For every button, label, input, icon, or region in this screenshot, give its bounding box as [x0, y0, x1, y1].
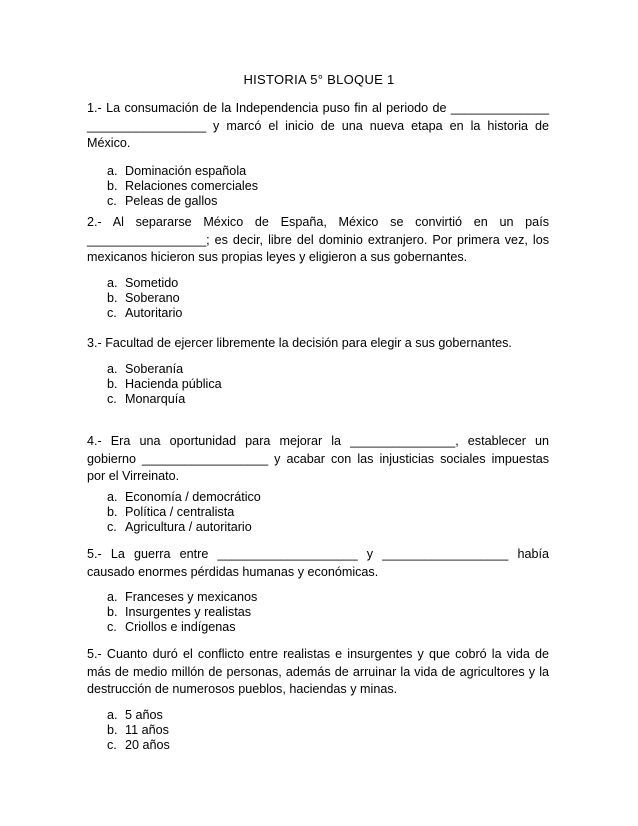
- option-c[interactable]: [107, 620, 257, 635]
- option-text: Soberano: [125, 291, 180, 305]
- option-b[interactable]: [107, 723, 170, 738]
- question-text: 4.- Era una oportunidad para mejorar la _______________, establecer un gobierno __________________ y acabar con las injusticias sociales impuestas por el Virreinato.: [87, 434, 549, 483]
- option-text: Soberanía: [125, 362, 184, 376]
- option-b[interactable]: [107, 291, 182, 306]
- question-text: 2.- Al separarse México de España, México se convirtió en un país _________________; es decir, libre del dominio extranjero. Por primera vez, los mexicanos hicieron sus propias leyes y eligieron a sus gobernantes.: [87, 215, 549, 264]
- option-letter: c.: [107, 738, 117, 752]
- option-letter: b.: [107, 179, 118, 193]
- question-6-options: [107, 708, 170, 753]
- question-6: [87, 646, 549, 699]
- option-letter: a.: [107, 362, 118, 376]
- option-a[interactable]: [107, 276, 182, 291]
- question-text: 3.- Facultad de ejercer libremente la decisión para elegir a sus gobernantes.: [87, 336, 512, 350]
- option-text: Agricultura / autoritario: [125, 520, 252, 534]
- option-text: Hacienda pública: [125, 377, 222, 391]
- option-b[interactable]: [107, 605, 257, 620]
- option-a[interactable]: [107, 590, 257, 605]
- question-2-options: [107, 276, 182, 321]
- option-c[interactable]: [107, 194, 258, 209]
- option-c[interactable]: [107, 738, 170, 753]
- option-text: Insurgentes y realistas: [125, 605, 251, 619]
- question-text: 5.- Cuanto duró el conflicto entre realistas e insurgentes y que cobró la vida de más de medio millón de personas, además de arruinar la vida de agricultores y la destrucción de numerosos pueblos, haciendas y minas.: [87, 647, 549, 696]
- question-4: [87, 433, 549, 486]
- option-letter: a.: [107, 590, 118, 604]
- option-text: Peleas de gallos: [125, 194, 218, 208]
- option-letter: b.: [107, 723, 118, 737]
- option-letter: b.: [107, 605, 118, 619]
- option-b[interactable]: [107, 505, 261, 520]
- option-letter: b.: [107, 291, 118, 305]
- option-text: Monarquía: [125, 392, 186, 406]
- option-a[interactable]: [107, 708, 170, 723]
- option-text: Relaciones comerciales: [125, 179, 258, 193]
- question-1: [87, 100, 549, 153]
- question-1-options: [107, 164, 258, 209]
- option-text: Economía / democrático: [125, 490, 261, 504]
- option-text: Sometido: [125, 276, 179, 290]
- option-letter: a.: [107, 490, 118, 504]
- option-text: Criollos e indígenas: [125, 620, 236, 634]
- option-text: 20 años: [125, 738, 170, 752]
- option-letter: a.: [107, 708, 118, 722]
- option-text: Política / centralista: [125, 505, 235, 519]
- question-text: 5.- La guerra entre ____________________ y __________________ había causado enormes pérdidas humanas y económicas.: [87, 547, 549, 579]
- option-text: Autoritario: [125, 306, 183, 320]
- option-letter: a.: [107, 164, 118, 178]
- option-letter: b.: [107, 377, 118, 391]
- option-c[interactable]: [107, 306, 182, 321]
- question-4-options: [107, 490, 261, 535]
- question-2: [87, 214, 549, 267]
- option-letter: c.: [107, 392, 117, 406]
- option-text: 5 años: [125, 708, 163, 722]
- question-3: [87, 335, 549, 353]
- option-a[interactable]: [107, 490, 261, 505]
- page-title: HISTORIA 5° BLOQUE 1: [243, 72, 395, 87]
- option-a[interactable]: [107, 164, 258, 179]
- option-c[interactable]: [107, 392, 222, 407]
- option-text: Franceses y mexicanos: [125, 590, 258, 604]
- option-letter: b.: [107, 505, 118, 519]
- option-letter: c.: [107, 306, 117, 320]
- option-a[interactable]: [107, 362, 222, 377]
- option-text: 11 años: [125, 723, 169, 737]
- option-letter: a.: [107, 276, 118, 290]
- option-letter: c.: [107, 194, 117, 208]
- question-5: [87, 546, 549, 581]
- option-letter: c.: [107, 520, 117, 534]
- option-text: Dominación española: [125, 164, 247, 178]
- option-c[interactable]: [107, 520, 261, 535]
- option-b[interactable]: [107, 377, 222, 392]
- question-text: 1.- La consumación de la Independencia puso fin al periodo de ______________ _________________ y marcó el inicio de una nueva etapa en la historia de México.: [87, 101, 549, 150]
- option-letter: c.: [107, 620, 117, 634]
- option-b[interactable]: [107, 179, 258, 194]
- question-3-options: [107, 362, 222, 407]
- question-5-options: [107, 590, 257, 635]
